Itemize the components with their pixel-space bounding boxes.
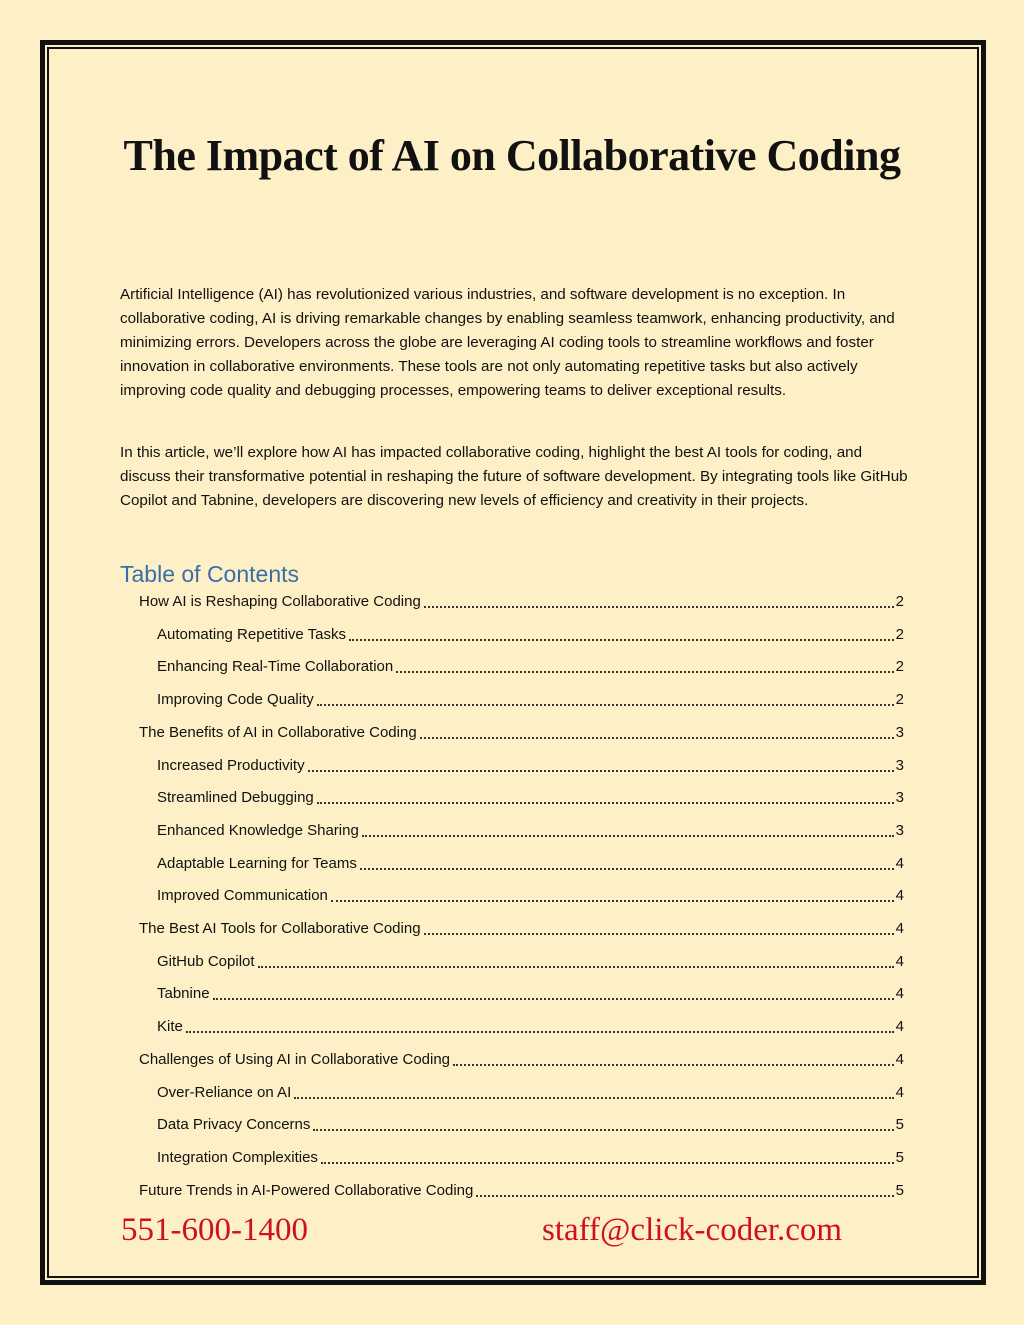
toc-subentry[interactable] bbox=[157, 1082, 904, 1104]
toc-entry-title: Improved Communication bbox=[157, 887, 328, 905]
toc-entry-title: Kite bbox=[157, 1018, 183, 1036]
toc-page-number: 3 bbox=[895, 821, 904, 839]
toc-entry-title: Improving Code Quality bbox=[157, 691, 314, 709]
toc-dot-leader bbox=[186, 1031, 894, 1033]
toc-page-number: 4 bbox=[895, 854, 904, 872]
toc-entry[interactable] bbox=[139, 918, 904, 940]
toc-entry[interactable] bbox=[139, 1049, 904, 1071]
toc-entry-title: Future Trends in AI-Powered Collaborative Coding bbox=[139, 1181, 474, 1199]
toc-subentry[interactable] bbox=[157, 656, 904, 678]
footer-email[interactable]: staff@click-coder.com bbox=[542, 1212, 843, 1248]
toc-page-number: 2 bbox=[895, 691, 904, 709]
toc-subentry[interactable] bbox=[157, 1147, 904, 1169]
toc-subentry[interactable] bbox=[157, 787, 904, 809]
toc-page-number: 5 bbox=[895, 1116, 904, 1134]
toc-page-number: 3 bbox=[895, 789, 904, 807]
toc-entry-title: How AI is Reshaping Collaborative Coding bbox=[139, 593, 421, 610]
toc-dot-leader bbox=[213, 998, 894, 1000]
toc-page-number: 4 bbox=[895, 1083, 904, 1101]
toc-entry-title: Integration Complexities bbox=[157, 1148, 318, 1166]
toc-dot-leader bbox=[349, 639, 894, 641]
toc-entry-title: Adaptable Learning for Teams bbox=[157, 854, 357, 872]
toc-subentry[interactable] bbox=[157, 983, 904, 1005]
document-title: The Impact of AI on Collaborative Coding bbox=[123, 131, 901, 180]
toc-dot-leader bbox=[317, 802, 894, 804]
toc-entry-title: Enhanced Knowledge Sharing bbox=[157, 821, 359, 839]
toc-page-number: 4 bbox=[895, 920, 904, 937]
toc-dot-leader bbox=[396, 671, 893, 673]
intro-paragraph-1: Artificial Intelligence (AI) has revolutionized various industries, and software development is no exception. In collaborative coding, AI is driving remarkable changes by enabling seamless teamwork, enhancing productivity, and minimizing errors. Developers across the globe are leveraging AI coding tools to streamline workflows and foster innovation in collaborative environments. These tools are not only automating repetitive tasks but also actively improving code quality and debugging processes, empowering teams to deliver exceptional results. bbox=[120, 286, 895, 399]
toc-dot-leader bbox=[313, 1129, 893, 1131]
toc-dot-leader bbox=[360, 868, 894, 870]
toc-page-number: 4 bbox=[895, 1050, 904, 1068]
toc-entry-title: GitHub Copilot bbox=[157, 952, 255, 970]
toc-dot-leader bbox=[424, 933, 894, 935]
toc-page-number: 5 bbox=[895, 1148, 904, 1166]
toc-heading: Table of Contents bbox=[120, 561, 300, 587]
toc-dot-leader bbox=[453, 1064, 894, 1066]
toc-dot-leader bbox=[308, 770, 894, 772]
toc-entry-title: Enhancing Real-Time Collaboration bbox=[157, 658, 394, 676]
toc-page-number: 3 bbox=[895, 723, 904, 741]
toc-entry-title: Tabnine bbox=[157, 985, 210, 1003]
toc-entry-title: Over-Reliance on AI bbox=[157, 1083, 292, 1101]
toc-entry-title: Challenges of Using AI in Collaborative Coding bbox=[139, 1050, 451, 1068]
toc-dot-leader bbox=[294, 1097, 893, 1099]
toc-entry-title: Increased Productivity bbox=[157, 756, 305, 774]
toc-page-number: 4 bbox=[895, 985, 904, 1003]
toc-page-number: 2 bbox=[895, 625, 904, 643]
toc-page-number: 4 bbox=[895, 887, 904, 905]
toc-page-number: 4 bbox=[895, 1018, 904, 1036]
toc-entry-title: Automating Repetitive Tasks bbox=[157, 625, 346, 643]
footer-phone[interactable]: 551-600-1400 bbox=[121, 1212, 308, 1248]
toc-subentry[interactable] bbox=[157, 689, 904, 711]
toc-dot-leader bbox=[317, 704, 894, 706]
toc-entry-title: The Benefits of AI in Collaborative Coding bbox=[139, 723, 417, 741]
toc-subentry[interactable] bbox=[157, 820, 904, 842]
toc-entry-title: Data Privacy Concerns bbox=[157, 1116, 311, 1134]
toc-page-number: 2 bbox=[895, 593, 904, 610]
toc-dot-leader bbox=[331, 900, 894, 902]
toc-dot-leader bbox=[258, 966, 894, 968]
toc-subentry[interactable] bbox=[157, 1114, 904, 1136]
intro-paragraph-2: In this article, we’ll explore how AI has impacted collaborative coding, highlight the best AI tools for coding, and discuss their transformative potential in reshaping the future of software development. By integrating tools like GitHub Copilot and Tabnine, developers are discovering new levels of efficiency and creativity in their projects. bbox=[120, 444, 908, 509]
toc-entry-title: The Best AI Tools for Collaborative Coding bbox=[139, 920, 421, 937]
toc-dot-leader bbox=[362, 835, 894, 837]
toc-page-number: 4 bbox=[895, 952, 904, 970]
toc-dot-leader bbox=[321, 1162, 894, 1164]
toc-dot-leader bbox=[424, 606, 894, 608]
toc-subentry[interactable] bbox=[157, 755, 904, 777]
toc-subentry[interactable] bbox=[157, 1016, 904, 1038]
toc-dot-leader bbox=[476, 1195, 893, 1197]
toc-entry[interactable] bbox=[139, 722, 904, 744]
toc-page-number: 2 bbox=[895, 658, 904, 676]
toc-subentry[interactable] bbox=[157, 951, 904, 973]
toc-page-number: 3 bbox=[895, 756, 904, 774]
toc-entry[interactable] bbox=[139, 591, 904, 613]
toc-entry[interactable] bbox=[139, 1180, 904, 1202]
toc-subentry[interactable] bbox=[157, 853, 904, 875]
toc-subentry[interactable] bbox=[157, 885, 904, 907]
toc-entry-title: Streamlined Debugging bbox=[157, 789, 314, 807]
toc-page-number: 5 bbox=[895, 1181, 904, 1199]
toc-subentry[interactable] bbox=[157, 624, 904, 646]
toc-dot-leader bbox=[420, 737, 894, 739]
